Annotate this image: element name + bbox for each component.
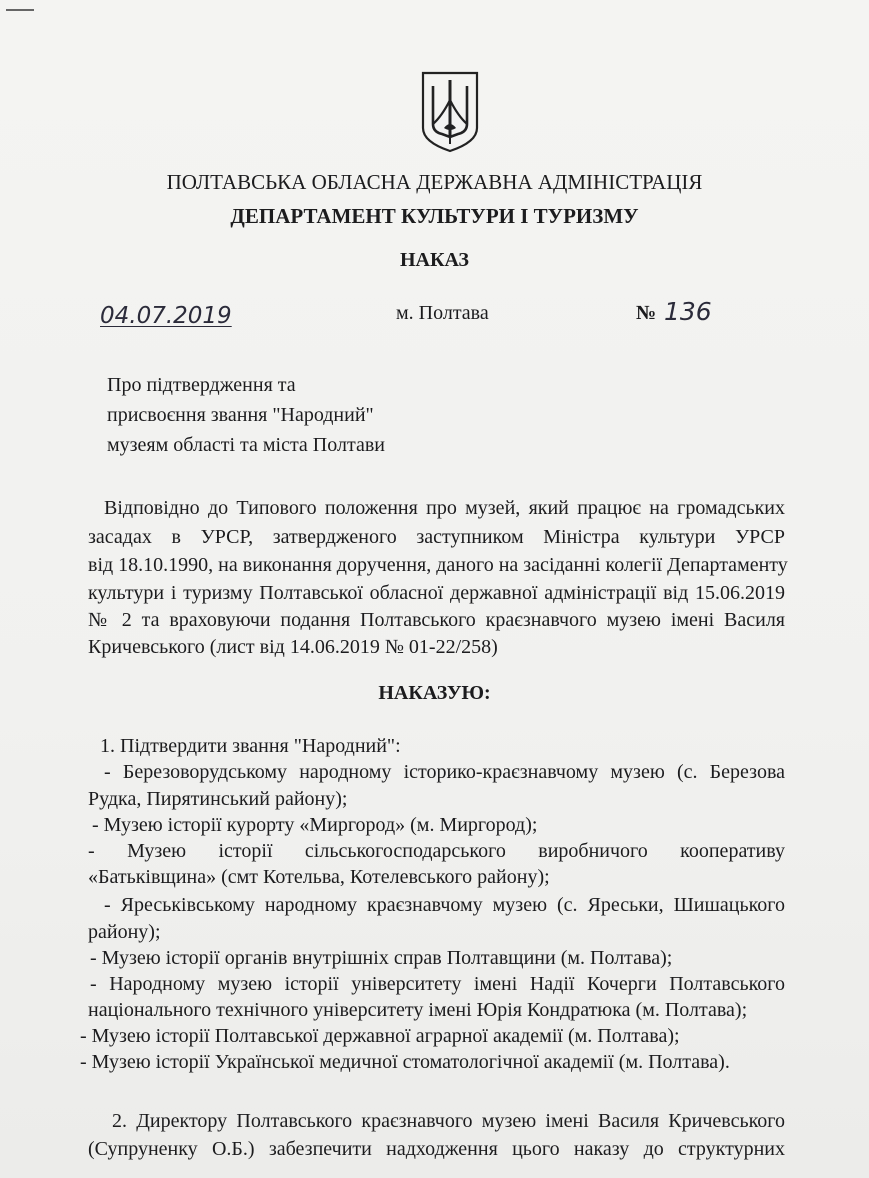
number-prefix: № (636, 302, 657, 324)
item-1-line: району); (88, 921, 161, 943)
subject-line: присвоєння звання "Народний" (107, 404, 374, 426)
order-date: 04.07.2019 (100, 303, 232, 329)
preamble-line: засадах в УРСР, затвердженого заступником Міністра культури УРСР (88, 526, 785, 548)
preamble-line: від 18.10.1990, на виконання доручення, даного на засіданні колегії Департаменту (88, 554, 788, 576)
document-type: НАКАЗ (399, 249, 469, 271)
city: м. Полтава (396, 302, 489, 324)
item-1-line: «Батьківщина» (смт Котельва, Котелевського району); (88, 866, 550, 888)
preamble-line: культури і туризму Полтавської обласної державної адміністрації від 15.06.2019 (88, 582, 785, 604)
subject-block (107, 370, 385, 460)
preamble-line: Кричевського (лист від 14.06.2019 № 01-22/258) (88, 636, 498, 658)
item-1-line: - Березоворудському народному історико-краєзнавчому музею (с. Березова (104, 761, 785, 783)
item-1-line: національного технічного університету імені Юрія Кондратюка (м. Полтава); (88, 999, 748, 1021)
order-number: 136 (664, 297, 712, 326)
item-1-title: 1. Підтвердити звання "Народний": (100, 735, 401, 757)
item-2-line: 2. Директору Полтавського краєзнавчого музею імені Василя Кричевського (112, 1110, 785, 1132)
coat-of-arms-of-ukraine-icon (420, 70, 480, 154)
item-1-line: - Музею історії Полтавської державної аграрної академії (м. Полтава); (80, 1025, 680, 1047)
item-1-line: - Народному музею історії університету імені Надії Кочерги Полтавського (90, 973, 785, 995)
item-1-line: - Музею історії Української медичної стоматологічної академії (м. Полтава). (80, 1051, 730, 1073)
item-2-line: (Супруненку О.Б.) забезпечити надходження цього наказу до структурних (88, 1138, 785, 1160)
item-1-line: - Яреськівському народному краєзнавчому музею (с. Яреськи, Шишацького (104, 894, 785, 916)
department-title: ДЕПАРТАМЕНТ КУЛЬТУРИ І ТУРИЗМУ (230, 204, 639, 228)
subject-line: музеям області та міста Полтави (107, 434, 385, 456)
item-1-line: - Музею історії сільськогосподарського виробничого кооперативу (88, 840, 785, 862)
administration-title: ПОЛТАВСЬКА ОБЛАСНА ДЕРЖАВНА АДМІНІСТРАЦІЯ (166, 170, 703, 194)
preamble-line: № 2 та враховуючи подання Полтавського краєзнавчого музею імені Василя (88, 609, 785, 631)
preamble-line: Відповідно до Типового положення про музей, який працює на громадських (104, 497, 785, 519)
item-1-line: Рудка, Пирятинський району); (88, 788, 348, 810)
order-heading: НАКАЗУЮ: (378, 682, 491, 704)
item-1-line: - Музею історії курорту «Миргород» (м. Миргород); (92, 814, 538, 836)
item-1-line: - Музею історії органів внутрішніх справ Полтавщини (м. Полтава); (90, 947, 673, 969)
subject-line: Про підтвердження та (107, 374, 296, 396)
corner-mark (6, 9, 34, 11)
